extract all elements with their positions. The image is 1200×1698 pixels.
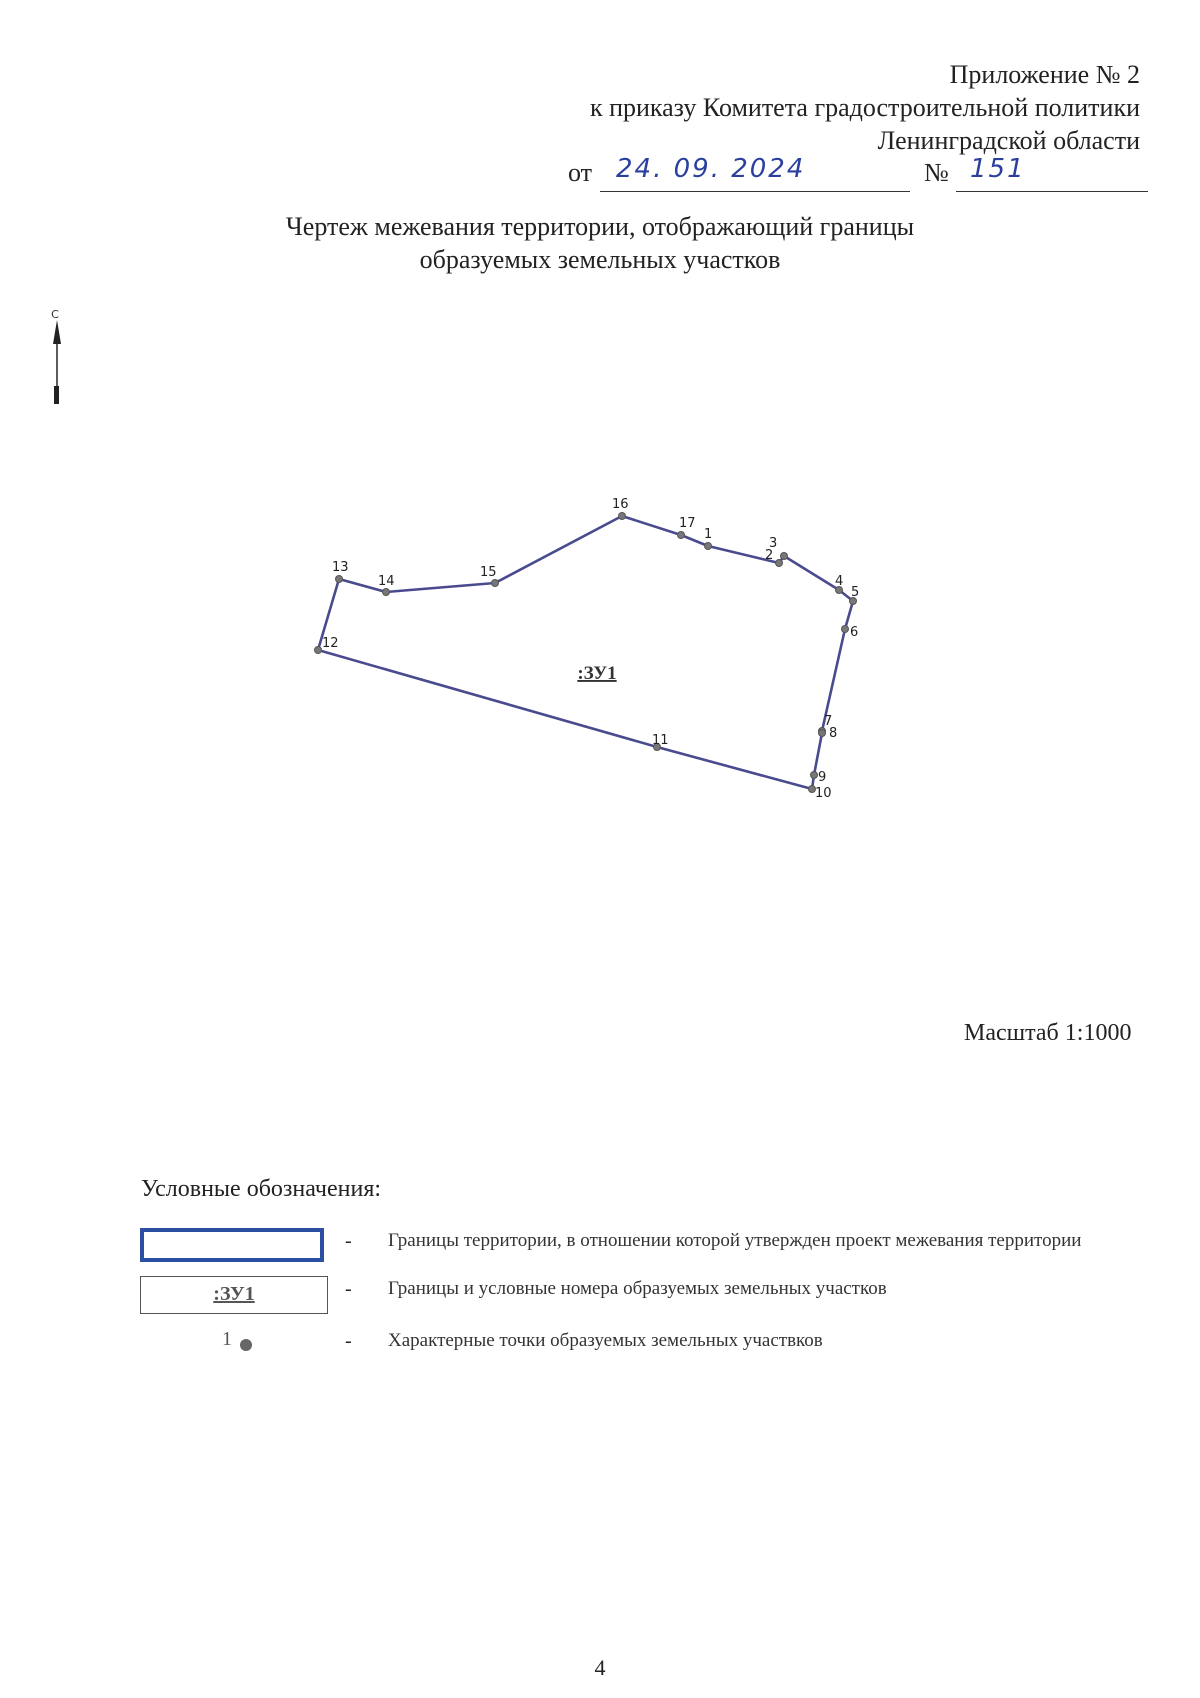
point-label: 15 — [480, 565, 497, 580]
legend-plot-label: :ЗУ1 — [213, 1283, 255, 1305]
point-label: 6 — [850, 625, 859, 640]
point-label: 4 — [835, 574, 844, 589]
legend-territory-swatch — [140, 1228, 324, 1262]
point-label: 5 — [851, 585, 860, 600]
date-label: от — [568, 158, 593, 187]
appendix-order-ref: к приказу Комитета градостроительной политики — [589, 93, 1140, 122]
point-label: 10 — [815, 786, 832, 801]
legend-plot-swatch — [140, 1276, 328, 1314]
boundary-point — [811, 772, 818, 779]
boundary-point — [619, 513, 626, 520]
appendix-number: Приложение № 2 — [949, 60, 1140, 89]
legend-title: Условные обозначения: — [141, 1176, 382, 1202]
point-dot-icon — [240, 1339, 252, 1351]
handwritten-date: 24. 09. 2024 — [616, 154, 806, 184]
boundary-point — [383, 589, 390, 596]
legend-item-point — [140, 1328, 1180, 1372]
legend-point-label: 1 — [222, 1328, 232, 1350]
boundary-point — [336, 576, 343, 583]
boundary-point — [492, 580, 499, 587]
legend-item-plot — [140, 1276, 1180, 1320]
drawing-title-line-1: Чертеж межевания территории, отображающий границы — [285, 212, 915, 241]
appendix-region: Ленинградской области — [877, 126, 1140, 155]
page-number: 4 — [594, 1655, 606, 1680]
point-label: 17 — [679, 516, 696, 531]
plot-label: :ЗУ1 — [577, 663, 617, 684]
boundary-point — [776, 560, 783, 567]
legend-dash: - — [345, 1330, 352, 1352]
legend-description: Границы и условные номера образуемых земельных участков — [388, 1278, 887, 1299]
boundary-point — [781, 553, 788, 560]
number-label: № — [924, 158, 949, 187]
point-label: 8 — [829, 726, 838, 741]
boundary-point — [315, 647, 322, 654]
legend-dash: - — [345, 1278, 352, 1300]
point-label: 3 — [769, 536, 778, 551]
point-label: 16 — [612, 497, 629, 512]
boundary-point — [678, 532, 685, 539]
legend-item-territory — [140, 1228, 1180, 1272]
legend-point-swatch — [222, 1328, 252, 1351]
drawing-title-line-2: образуемых земельных участков — [419, 245, 781, 274]
legend-dash: - — [345, 1230, 352, 1252]
north-arrow-label: С — [51, 308, 59, 321]
handwritten-number: 151 — [970, 154, 1026, 184]
scale-label: Масштаб 1:1000 — [964, 1020, 1132, 1046]
boundary-point — [842, 626, 849, 633]
point-label: 12 — [322, 636, 339, 651]
boundary-point — [819, 730, 826, 737]
boundary-point — [705, 543, 712, 550]
point-label: 2 — [765, 548, 774, 563]
point-label: 9 — [818, 770, 827, 785]
point-label: 11 — [652, 733, 669, 748]
legend-description: Границы территории, в отношении которой утвержден проект межевания территории — [388, 1230, 1082, 1251]
legend-description: Характерные точки образуемых земельных участвков — [388, 1330, 823, 1351]
boundary-points — [315, 513, 860, 793]
point-label: 13 — [332, 560, 349, 575]
point-label: 1 — [704, 527, 713, 542]
north-arrow-icon — [51, 308, 61, 404]
point-label: 14 — [378, 574, 395, 589]
point-label: 7 — [824, 714, 833, 729]
